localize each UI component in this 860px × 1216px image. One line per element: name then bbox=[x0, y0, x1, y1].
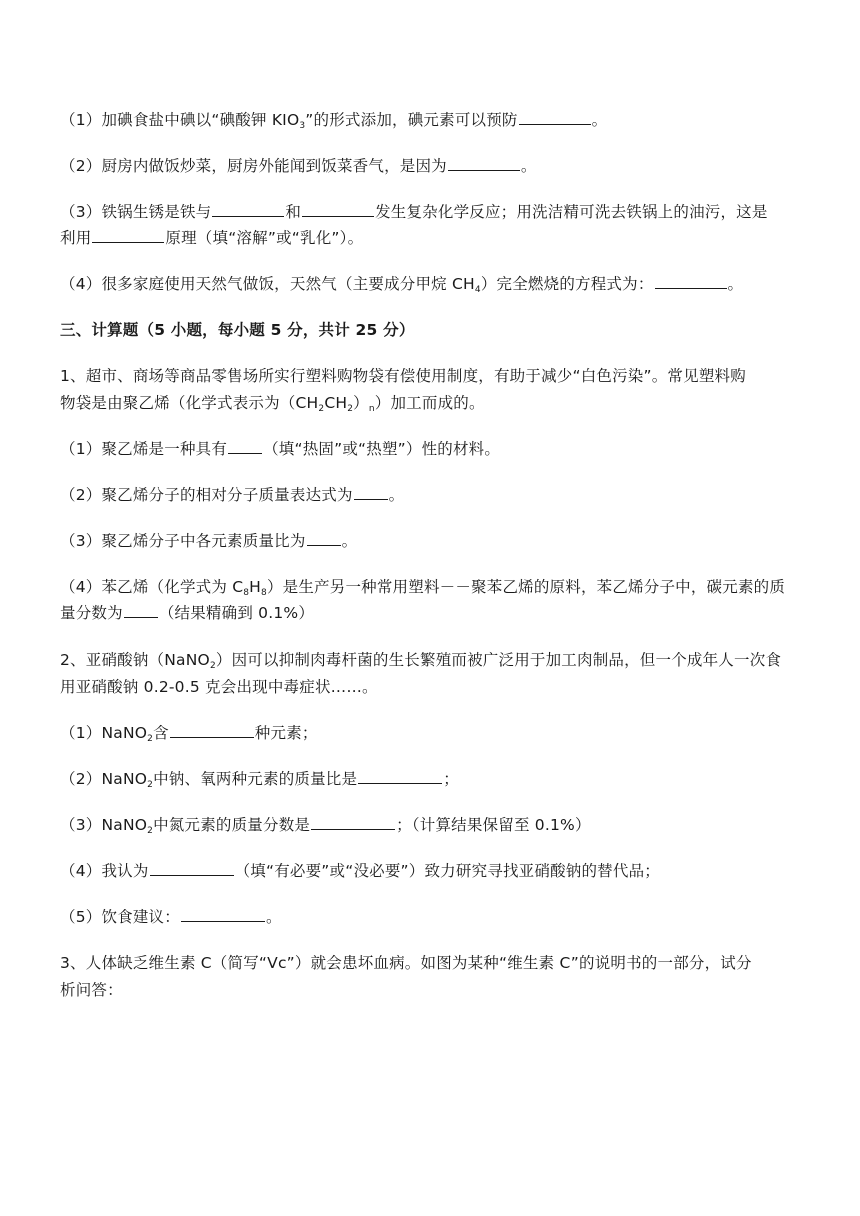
sub-question: （5）饮食建议： 。 bbox=[60, 908, 282, 926]
question-line: （4）很多家庭使用天然气做饭，天然气（主要成分甲烷 $CH_4$）完全燃烧的方程式为： 。 bbox=[60, 275, 744, 295]
answer-blank[interactable] bbox=[448, 156, 520, 171]
answer-blank[interactable] bbox=[354, 485, 388, 500]
problem-text: 析问答： bbox=[60, 981, 123, 999]
answer-blank[interactable] bbox=[307, 531, 341, 546]
section-title: 三、计算题（5 小题，每小题 5 分，共计 25 分） bbox=[60, 321, 415, 339]
answer-blank[interactable] bbox=[358, 769, 442, 784]
answer-blank[interactable] bbox=[302, 202, 374, 217]
sub-question: （3）聚乙烯分子中各元素质量比为 。 bbox=[60, 532, 358, 550]
question-line: （3）铁锅生锈是铁与 和 发生复杂化学反应；用洗洁精可洗去铁锅上的油污，这是 bbox=[60, 203, 768, 221]
answer-blank[interactable] bbox=[655, 274, 727, 289]
answer-blank[interactable] bbox=[212, 202, 284, 217]
problem-text: 用亚硝酸钠 0.2-0.5 克会出现中毒症状……。 bbox=[60, 678, 378, 696]
sub-question: （4）我认为 （填“有必要”或“没必要”）致力研究寻找亚硝酸钠的替代品； bbox=[60, 862, 660, 880]
sub-question: （2）聚乙烯分子的相对分子质量表达式为 。 bbox=[60, 486, 405, 504]
answer-blank[interactable] bbox=[150, 861, 234, 876]
answer-blank[interactable] bbox=[92, 228, 164, 243]
sub-question: （1）聚乙烯是一种具有 （填“热固”或“热塑”）性的材料。 bbox=[60, 440, 501, 458]
answer-blank[interactable] bbox=[181, 907, 265, 922]
sub-question: （3）NaNO$_2$中氮元素的质量分数是 ；（计算结果保留至 0.1%） bbox=[60, 816, 591, 836]
question-line: 利用 原理（填“溶解”或“乳化”）。 bbox=[60, 229, 364, 247]
question-line: （1）加碘食盐中碘以“碘酸钾 $KIO_3$”的形式添加，碘元素可以预防 。 bbox=[60, 111, 608, 131]
problem-text: 物袋是由聚乙烯（化学式表示为$(CH_2CH_2)_n$）加工而成的。 bbox=[60, 394, 485, 414]
sub-question: （1）NaNO$_2$含 种元素； bbox=[60, 724, 318, 744]
answer-blank[interactable] bbox=[124, 603, 158, 618]
question-line: （2）厨房内做饭炒菜，厨房外能闻到饭菜香气，是因为 。 bbox=[60, 157, 537, 175]
problem-text: 3、人体缺乏维生素 C（简写“Vc”）就会患坏血病。如图为某种“维生素 C”的说明书的一部分，试分 bbox=[60, 954, 752, 972]
answer-blank[interactable] bbox=[311, 815, 395, 830]
sub-question: （2）NaNO$_2$中钠、氧两种元素的质量比是 ； bbox=[60, 770, 459, 790]
problem-text: 1、超市、商场等商品零售场所实行塑料购物袋有偿使用制度，有助于减少“白色污染”。常见塑料购 bbox=[60, 367, 746, 385]
problem-text: 2、亚硝酸钠（NaNO$_2$）因可以抑制肉毒杆菌的生长繁殖而被广泛用于加工肉制品，但一个成年人一次食 bbox=[60, 651, 782, 671]
answer-blank[interactable] bbox=[170, 723, 254, 738]
sub-question: （4）苯乙烯（化学式为 $C_8H_8$）是生产另一种常用塑料－－聚苯乙烯的原料，苯乙烯分子中，碳元素的质 bbox=[60, 578, 786, 598]
sub-question: 量分数为 （结果精确到 0.1%） bbox=[60, 604, 315, 622]
answer-blank[interactable] bbox=[228, 439, 262, 454]
answer-blank[interactable] bbox=[519, 110, 591, 125]
